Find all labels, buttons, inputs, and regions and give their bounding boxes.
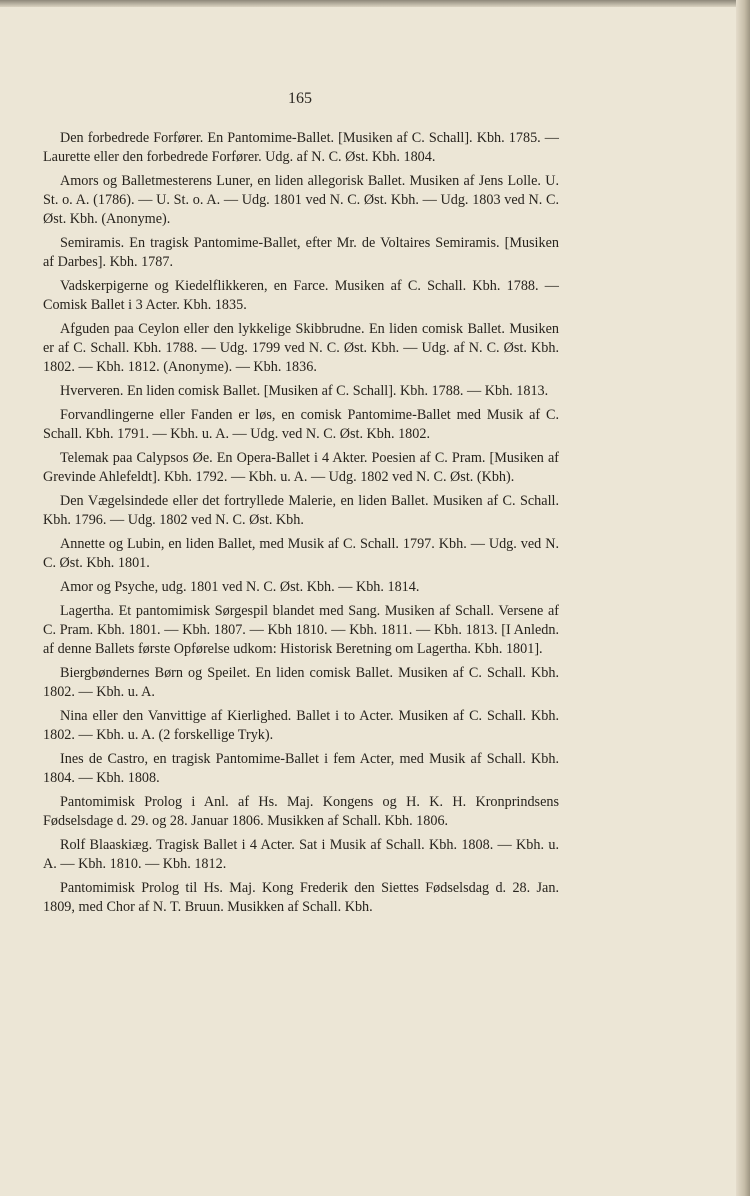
page-number: 165	[288, 90, 312, 107]
bibliography-entry: Amors og Balletmesterens Luner, en liden allegorisk Ballet. Musiken af Jens Lolle. U. St. o. A. (1786). — U. St. o. A. — Udg. 1801 ved N. C. Øst. Kbh. — Udg. 1803 ved N. C. Øst. Kbh. (Anonyme).	[43, 173, 559, 227]
bibliography-entry: Hververen. En liden comisk Ballet. [Musiken af C. Schall]. Kbh. 1788. — Kbh. 1813.	[60, 383, 549, 399]
bibliography-entry: Rolf Blaaskiæg. Tragisk Ballet i 4 Acter. Sat i Musik af Schall. Kbh. 1808. — Kbh. u. A. — Kbh. 1810. — Kbh. 1812.	[43, 837, 559, 872]
page-top-edge	[0, 0, 750, 7]
page-right-edge	[736, 0, 750, 1196]
bibliography-entry: Forvandlingerne eller Fanden er løs, en comisk Pantomime-Ballet med Musik af C. Schall. Kbh. 1791. — Kbh. u. A. — Udg. ved N. C. Øst. Kbh. 1802.	[43, 407, 559, 442]
bibliography-entry: Vadskerpigerne og Kiedelflikkeren, en Farce. Musiken af C. Schall. Kbh. 1788. — Comisk Ballet i 3 Acter. Kbh. 1835.	[43, 278, 559, 313]
bibliography-entry: Ines de Castro, en tragisk Pantomime-Ballet i fem Acter, med Musik af Schall. Kbh. 1804. — Kbh. 1808.	[43, 751, 559, 786]
bibliography-entry: Amor og Psyche, udg. 1801 ved N. C. Øst. Kbh. — Kbh. 1814.	[60, 579, 420, 595]
bibliography-entry: Biergbøndernes Børn og Speilet. En liden comisk Ballet. Musiken af C. Schall. Kbh. 1802. — Kbh. u. A.	[43, 665, 559, 700]
bibliography-entry: Lagertha. Et pantomimisk Sørgespil blandet med Sang. Musiken af Schall. Versene af C. Pram. Kbh. 1801. — Kbh. 1807. — Kbh 1810. — Kbh. 1811. — Kbh. 1813. [I Anledn. af denne Ballets første Opførelse udkom: Historisk Beretning om Lagertha. Kbh. 1801].	[43, 603, 559, 657]
bibliography-entry: Telemak paa Calypsos Øe. En Opera-Ballet i 4 Akter. Poesien af C. Pram. [Musiken af Grevinde Ahlefeldt]. Kbh. 1792. — Kbh. u. A. — Udg. 1802 ved N. C. Øst. (Kbh).	[43, 450, 559, 485]
bibliography-entry: Den Vægelsindede eller det fortryllede Malerie, en liden Ballet. Musiken af C. Schall. Kbh. 1796. — Udg. 1802 ved N. C. Øst. Kbh.	[43, 493, 559, 528]
bibliography-entry: Pantomimisk Prolog i Anl. af Hs. Maj. Kongens og H. K. H. Kronprindsens Fødselsdage d. 29. og 28. Januar 1806. Musikken af Schall. Kbh. 1806.	[43, 794, 559, 829]
bibliography-entry: Annette og Lubin, en liden Ballet, med Musik af C. Schall. 1797. Kbh. — Udg. ved N. C. Øst. Kbh. 1801.	[43, 536, 559, 571]
bibliography-entry: Nina eller den Vanvittige af Kierlighed. Ballet i to Acter. Musiken af C. Schall. Kbh. 1802. — Kbh. u. A. (2 forskellige Tryk).	[43, 708, 559, 743]
bibliography-entry: Semiramis. En tragisk Pantomime-Ballet, efter Mr. de Voltaires Semiramis. [Musiken af Darbes]. Kbh. 1787.	[43, 235, 559, 270]
bibliography-entry: Afguden paa Ceylon eller den lykkelige Skibbrudne. En liden comisk Ballet. Musiken er af C. Schall. Kbh. 1788. — Udg. 1799 ved N. C. Øst. Kbh. — Udg. af N. C. Øst. Kbh. 1802. — Kbh. 1812. (Anonyme). — Kbh. 1836.	[43, 321, 559, 375]
bibliography-entries	[43, 129, 559, 922]
bibliography-entry: Pantomimisk Prolog til Hs. Maj. Kong Frederik den Siettes Fødselsdag d. 28. Jan. 1809, med Chor af N. T. Bruun. Musikken af Schall. Kbh.	[43, 880, 559, 915]
bibliography-entry: Den forbedrede Forfører. En Pantomime-Ballet. [Musiken af C. Schall]. Kbh. 1785. — Laurette eller den forbedrede Forfører. Udg. af N. C. Øst. Kbh. 1804.	[43, 130, 559, 165]
